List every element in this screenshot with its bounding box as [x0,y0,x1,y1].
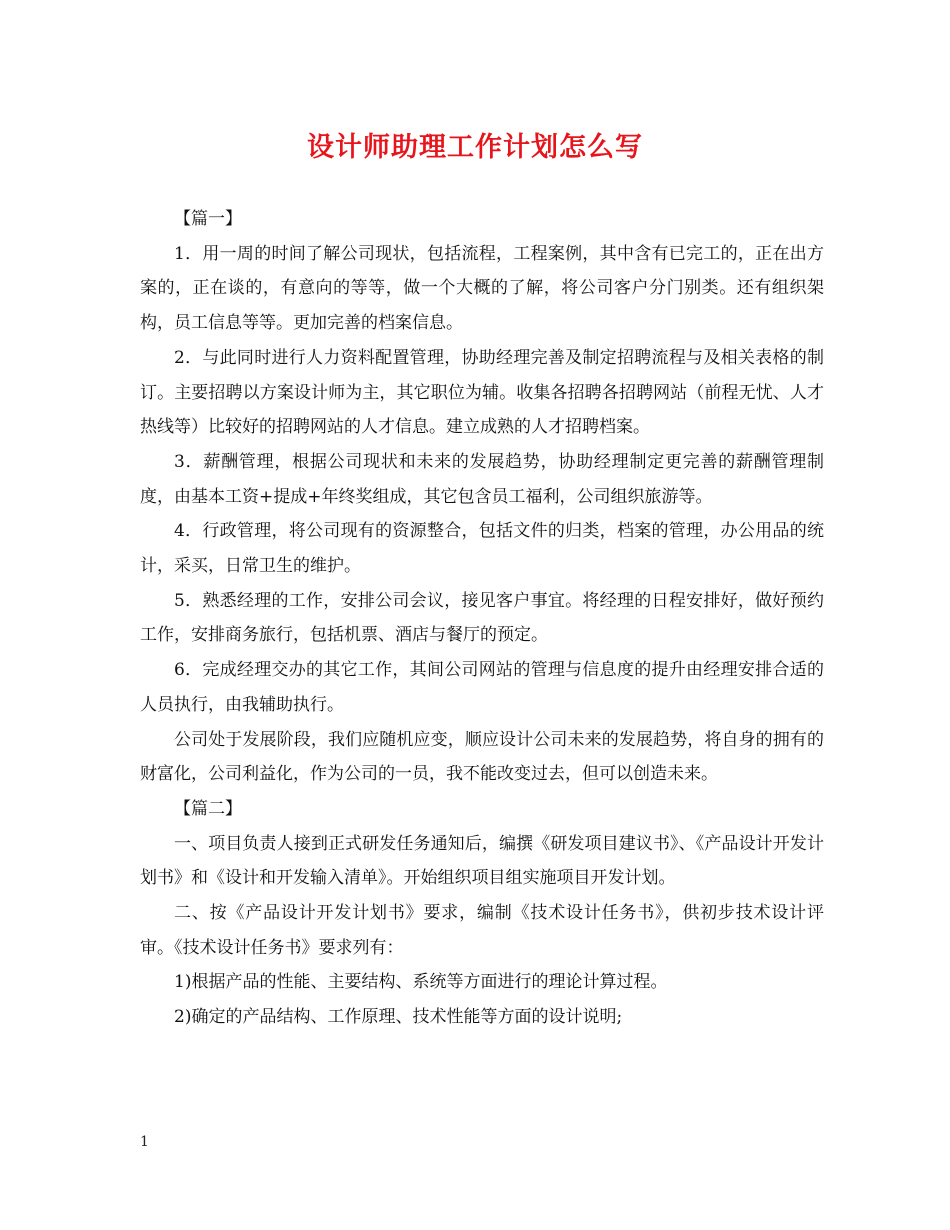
paragraph-2: 2．与此同时进行人力资料配置管理，协助经理完善及制定招聘流程与及相关表格的制订。主要招聘以方案设计师为主，其它职位为辅。收集各招聘各招聘网站（前程无忧、人才热线等）比较好的招聘网站的人才信息。建立成熟的人才招聘档案。 [140,347,824,438]
paragraph-summary: 公司处于发展阶段，我们应随机应变，顺应设计公司未来的发展趋势，将自身的拥有的财富化，公司利益化，作为公司的一员，我不能改变过去，但可以创造未来。 [140,729,824,785]
list-item-2: 2)确定的产品结构、工作原理、技术性能等方面的设计说明; [174,1007,623,1028]
paragraph-6: 6．完成经理交办的其它工作，其间公司网站的管理与信息度的提升由经理安排合适的人员执行，由我辅助执行。 [140,660,824,715]
document-title: 设计师助理工作计划怎么写 [307,132,643,163]
paragraph-4: 4．行政管理，将公司现有的资源整合，包括文件的归类，档案的管理，办公用品的统计，采买，日常卫生的维护。 [140,521,824,577]
section-heading-2: 【篇二】 [174,798,242,819]
paragraph-part2-1: 一、项目负责人接到正式研发任务通知后，编撰《研发项目建议书》、《产品设计开发计划书》和《设计和开发输入清单》。开始组织项目组实施项目开发计划。 [140,833,824,889]
list-item-1: 1)根据产品的性能、主要结构、系统等方面进行的理论计算过程。 [174,972,668,993]
section-heading-1: 【篇一】 [174,209,242,229]
paragraph-3: 3．薪酬管理，根据公司现状和未来的发展趋势，协助经理制定更完善的薪酬管理制度，由基本工资+提成+年终奖组成，其它包含员工福利，公司组织旅游等。 [140,451,824,507]
paragraph-part2-2: 二、按《产品设计开发计划书》要求，编制《技术设计任务书》，供初步技术设计评审。《技术设计任务书》要求列有： [140,903,824,958]
document-body [140,202,824,1035]
page-number: 1 [140,1134,149,1150]
paragraph-5: 5．熟悉经理的工作，安排公司会议，接见客户事宜。将经理的日程安排好，做好预约工作，安排商务旅行，包括机票、酒店与餐厅的预定。 [140,590,824,646]
paragraph-1: 1．用一周的时间了解公司现状，包括流程，工程案例，其中含有已完工的，正在出方案的，正在谈的，有意向的等等，做一个大概的了解，将公司客户分门别类。还有组织架构，员工信息等等。更加完善的档案信息。 [140,243,824,334]
